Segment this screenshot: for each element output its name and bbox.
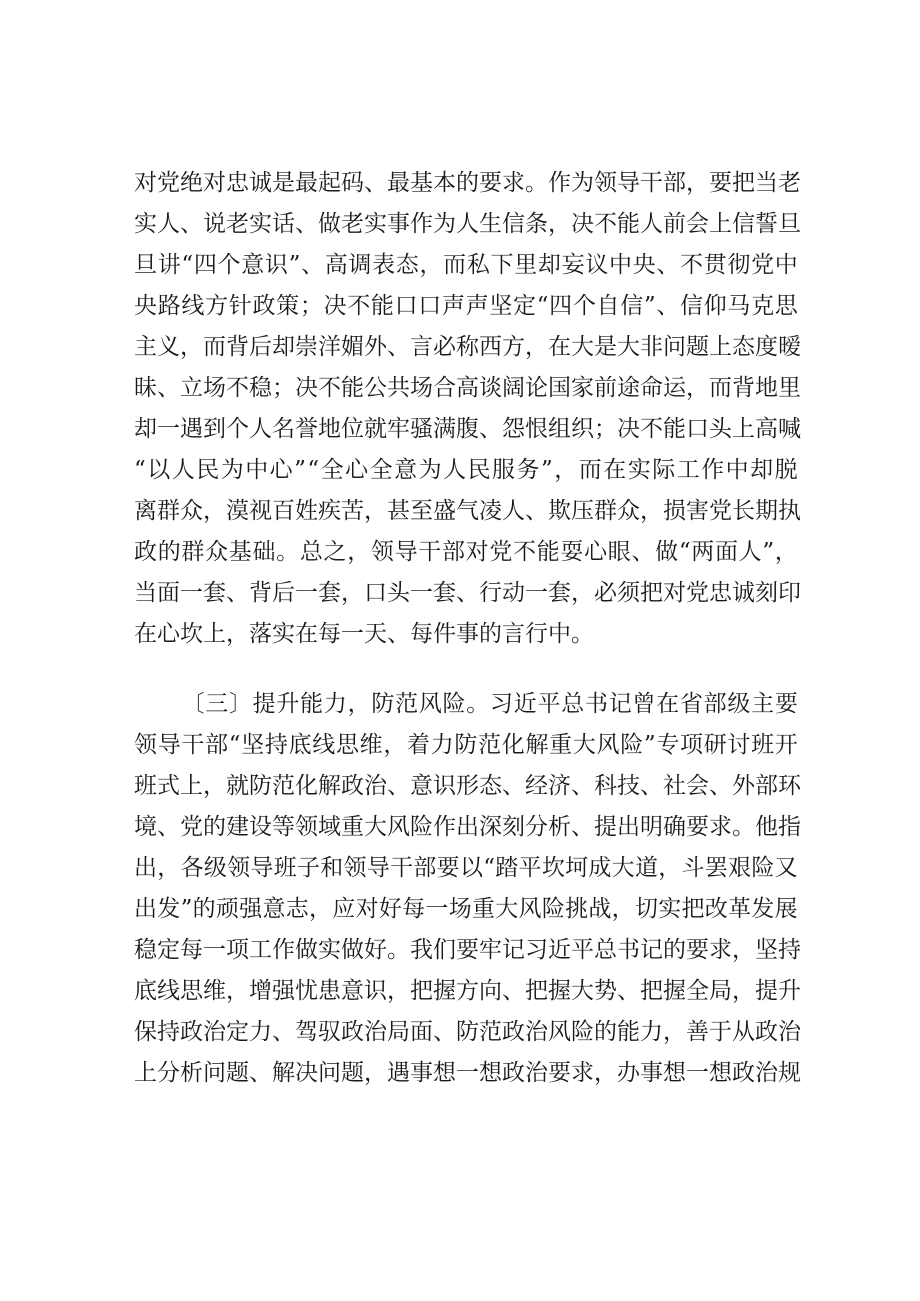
- text-line: 稳 定 每 一 项 工 作 做 实 做 好 。 我 们 要 牢 记 习 近 平 总 书 记 的 要 求 ， 坚 持: [134, 937, 801, 963]
- text-line: 主 义 ， 而 背 后 却 崇 洋 媚 外 、 言 必 称 西 方 ， 在 大 是 大 非 问 题 上 态 度 暧: [134, 334, 801, 360]
- text-line: 〔 三 〕 提 升 能 力 ， 防 范 风 险 。 习 近 平 总 书 记 曾 在 省 部 级 主 要: [181, 691, 798, 717]
- text-line: 领 导 干 部 “ 坚 持 底 线 思 维 ， 着 力 防 范 化 解 重 大 风 险 ” 专 项 研 讨 班 开: [134, 732, 798, 758]
- text-line: 上 分 析 问 题 、 解 决 问 题 ， 遇 事 想 一 想 政 治 要 求 ， 办 事 想 一 想 政 治 规: [134, 1060, 801, 1086]
- text-line: 却 一 遇 到 个 人 名 誉 地 位 就 牢 骚 满 腹 、 怨 恨 组 织 ； 决 不 能 口 头 上 高 喊: [134, 416, 801, 442]
- text-line: 实 人 、 说 老 实 话 、 做 老 实 事 作 为 人 生 信 条 ， 决 不 能 人 前 会 上 信 誓 旦: [134, 211, 801, 237]
- text-line: 旦 讲 “ 四 个 意 识 ” 、 高 调 表 态 ， 而 私 下 里 却 妄 议 中 央 、 不 贯 彻 党 中: [134, 252, 798, 278]
- text-line: “ 以 人 民 为 中 心 ” “ 全 心 全 意 为 人 民 服 务 ” ， 而 在 实 际 工 作 中 却 脱: [134, 457, 798, 483]
- text-line: 离 群 众 ， 漠 视 百 姓 疾 苦 ， 甚 至 盛 气 凌 人 、 欺 压 群 众 ， 损 害 党 长 期 执: [134, 498, 801, 524]
- text-line: 政 的 群 众 基 础 。 总 之 ， 领 导 干 部 对 党 不 能 耍 心 眼 、 做 “ 两 面 人 ” ，: [134, 539, 798, 565]
- text-line: 境 、 党 的 建 设 等 领 域 重 大 风 险 作 出 深 刻 分 析 、 提 出 明 确 要 求 。 他 指: [134, 814, 801, 840]
- paragraph-2: [134, 684, 801, 1094]
- text-line: 出 发 ” 的 顽 强 意 志 ， 应 对 好 每 一 场 重 大 风 险 挑 战 ， 切 实 把 改 革 发 展: [134, 896, 798, 922]
- text-line: 底 线 思 维 ， 增 强 忧 患 意 识 ， 把 握 方 向 、 把 握 大 势 、 把 握 全 局 ， 提 升: [134, 978, 801, 1004]
- text-line: 央 路 线 方 针 政 策 ； 决 不 能 口 口 声 声 坚 定 “ 四 个 自 信 ” 、 信 仰 马 克 思: [134, 293, 798, 319]
- text-line: 班 式 上 ， 就 防 范 化 解 政 治 、 意 识 形 态 、 经 济 、 科 技 、 社 会 、 外 部 环: [134, 773, 801, 799]
- text-line: 保 持 政 治 定 力 、 驾 驭 政 治 局 面 、 防 范 政 治 风 险 的 能 力 ， 善 于 从 政 治: [134, 1019, 801, 1045]
- text-line: 出 ， 各 级 领 导 班 子 和 领 导 干 部 要 以 “ 踏 平 坎 坷 成 大 道 ， 斗 罢 艰 险 又: [134, 855, 798, 881]
- text-line: 在 心 坎 上 ， 落 实 在 每 一 天 、 每 件 事 的 言 行 中 。: [134, 621, 594, 647]
- text-line: 昧 、 立 场 不 稳 ； 决 不 能 公 共 场 合 高 谈 阔 论 国 家 前 途 命 运 ， 而 背 地 里: [134, 375, 801, 401]
- paragraph-1: [134, 163, 801, 655]
- text-line: 当 面 一 套 、 背 后 一 套 ， 口 头 一 套 、 行 动 一 套 ， 必 须 把 对 党 忠 诚 刻 印: [134, 580, 801, 606]
- text-line: 对 党 绝 对 忠 诚 是 最 起 码 、 最 基 本 的 要 求 。 作 为 领 导 干 部 ， 要 把 当 老: [134, 170, 801, 196]
